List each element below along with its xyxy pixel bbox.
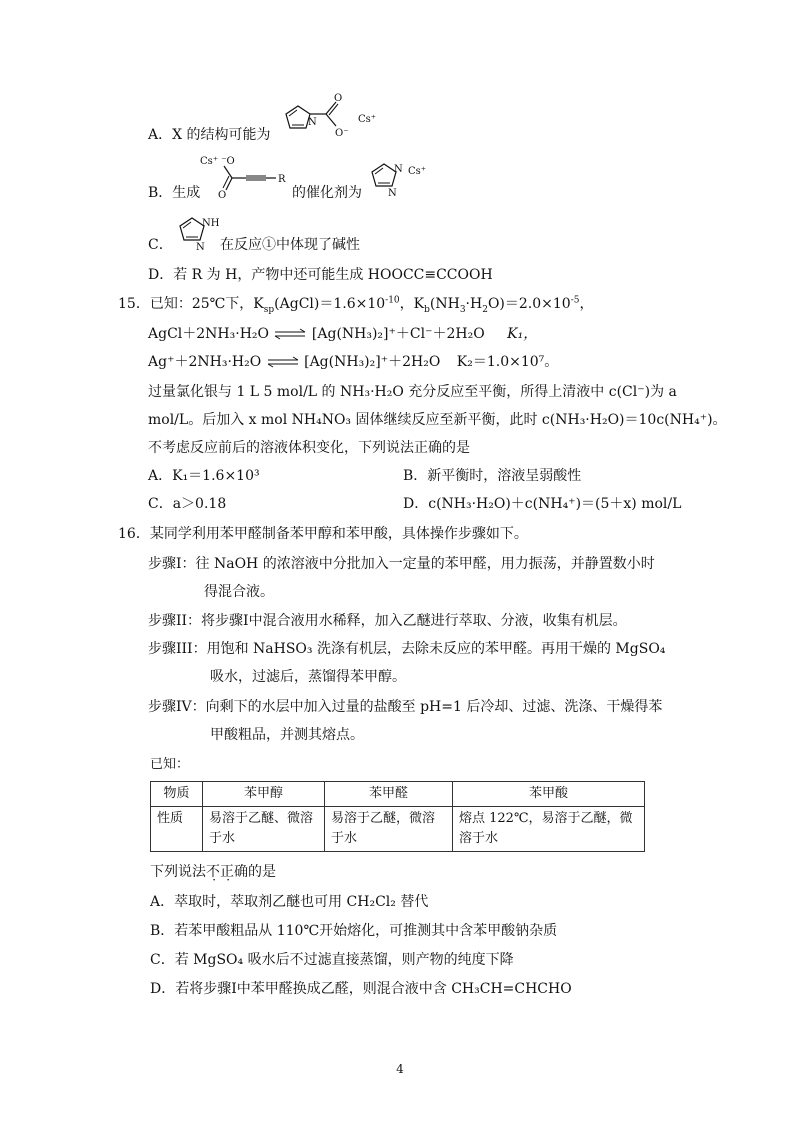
question-15-body2: mol/L。后加入 x mol NH₄NO₃ 固体继续反应至新平衡，此时 c(NH₃·H₂O)＝10c(NH₄⁺)。 (148, 412, 727, 428)
equilibrium-arrow-icon (273, 328, 307, 340)
option-d-15: D．c(NH₃·H₂O)＋c(NH₄⁺)＝(5＋x) mol/L (403, 496, 682, 512)
table-header-cell: 苯甲醇 (203, 782, 325, 807)
o-minus-label: O⁻ (335, 128, 349, 139)
table-header-cell: 苯甲醛 (325, 782, 453, 807)
step-3-a: 步骤III：用饱和 NaHSO₃ 洗涤有机层，去除未反应的苯甲醛。再用干燥的 MgSO₄ (148, 641, 666, 657)
equilibrium-arrow-icon (266, 356, 300, 368)
molecule-pyrazolide-cs (362, 152, 434, 198)
cs-plus-label-b: Cs⁺ (408, 166, 427, 177)
option-a-16: A．萃取时，萃取剂乙醚也可用 CH₂Cl₂ 替代 (150, 894, 429, 910)
page-number: 4 (396, 1062, 404, 1076)
n-label-c: N (196, 242, 205, 252)
option-a-15: A．K₁＝1.6×10³ (148, 468, 260, 484)
option-c-14: C． (148, 237, 173, 253)
option-b-14: B．生成 (148, 185, 201, 201)
equation-1: AgCl＋2NH₃·H₂O [Ag(NH₃)₂]⁺＋Cl⁻＋2H₂O K₁， (148, 326, 538, 342)
molecule-pyrazole (172, 208, 220, 252)
option-a-14: A．X 的结构可能为 (148, 127, 271, 143)
n-label-b2: N (388, 188, 397, 198)
table-row-label: 性质 (151, 807, 203, 852)
step-2: 步骤II：将步骤I中混合液用水稀释，加入乙醚进行萃取、分液，收集有机层。 (148, 613, 627, 629)
step-3-b: 吸水，过滤后，蒸馏得苯甲醇。 (210, 669, 406, 685)
cs-o-label: Cs⁺ ⁻O (200, 156, 235, 167)
molecule-alkynoate (196, 150, 292, 200)
step-1-b: 得混合液。 (204, 584, 274, 600)
option-c-16: C．若 MgSO₄ 吸水后不过滤直接蒸馏，则产物的纯度下降 (150, 952, 514, 968)
table-cell: 熔点 122℃，易溶于乙醚，微溶于水 (453, 807, 645, 852)
step-1-a: 步骤I：往 NaOH 的浓溶液中分批加入一定量的苯甲醛，用力振荡，并静置数小时 (148, 556, 655, 572)
n-label-b1: N (394, 164, 403, 175)
molecule-x-pyrazole-carboxylate (272, 92, 384, 142)
table-header-cell: 物质 (151, 782, 203, 807)
step-4-a: 步骤IV：向剩下的水层中加入过量的盐酸至 pH=1 后冷却、过滤、洗涤、干燥得苯 (148, 699, 663, 715)
o-label-b: O (218, 190, 227, 200)
nh-label: NH (202, 218, 220, 229)
question-15-body1: 过量氯化银与 1 L 5 mol/L 的 NH₃·H₂O 充分反应至平衡，所得上清液中 c(Cl⁻)为 a (148, 384, 677, 400)
cs-plus-label: Cs⁺ (358, 114, 377, 125)
known-label: 已知： (150, 757, 190, 772)
emphasis-correct: 正 (220, 864, 234, 880)
table-header-cell: 苯甲酸 (453, 782, 645, 807)
emphasis-not: 不 (206, 864, 220, 880)
option-b-14-suffix: 的催化剂为 (292, 185, 362, 201)
o-label: O (334, 93, 343, 104)
table-cell: 易溶于乙醚、微溶于水 (203, 807, 325, 852)
option-c-14-suffix: 在反应①中体现了碱性 (220, 237, 360, 253)
table-row (151, 807, 645, 852)
question-16-intro: 16．某同学利用苯甲醛制备苯甲醇和苯甲酸，具体操作步骤如下。 (118, 526, 528, 542)
option-d-16: D．若将步骤I中苯甲醛换成乙醛，则混合液中含 CH₃CH=CHCHO (150, 981, 572, 997)
table-header-row (151, 782, 645, 807)
step-4-b: 甲酸粗品，并测其熔点。 (210, 727, 364, 743)
question-16-prompt: 下列说法不正确的是 (150, 864, 276, 880)
equation-2: Ag⁺＋2NH₃·H₂O [Ag(NH₃)₂]⁺＋2H₂O K₂＝1.0×10⁷。 (148, 354, 559, 370)
option-c-15: C．a＞0.18 (148, 496, 227, 512)
n-label: N (308, 117, 317, 128)
option-b-15: B．新平衡时，溶液呈弱酸性 (403, 468, 582, 484)
question-15-body3: 不考虑反应前后的溶液体积变化，下列说法正确的是 (148, 440, 470, 456)
table-cell: 易溶于乙醚，微溶于水 (325, 807, 453, 852)
properties-table (150, 781, 645, 852)
question-15-line1: 15．已知：25℃下，$K_{sp}(AgCl)=1.6\times 10^{-10}$，$K_b(NH_3\cdot H_2O)=2.0\times 10^{-5}$， (118, 295, 594, 315)
option-d-14: D．若 R 为 H，产物中还可能生成 HOOCC≡CCOOH (148, 267, 493, 283)
r-label: R (278, 174, 286, 185)
option-b-16: B．若苯甲酸粗品从 110℃开始熔化，可推测其中含苯甲酸钠杂质 (150, 923, 558, 939)
